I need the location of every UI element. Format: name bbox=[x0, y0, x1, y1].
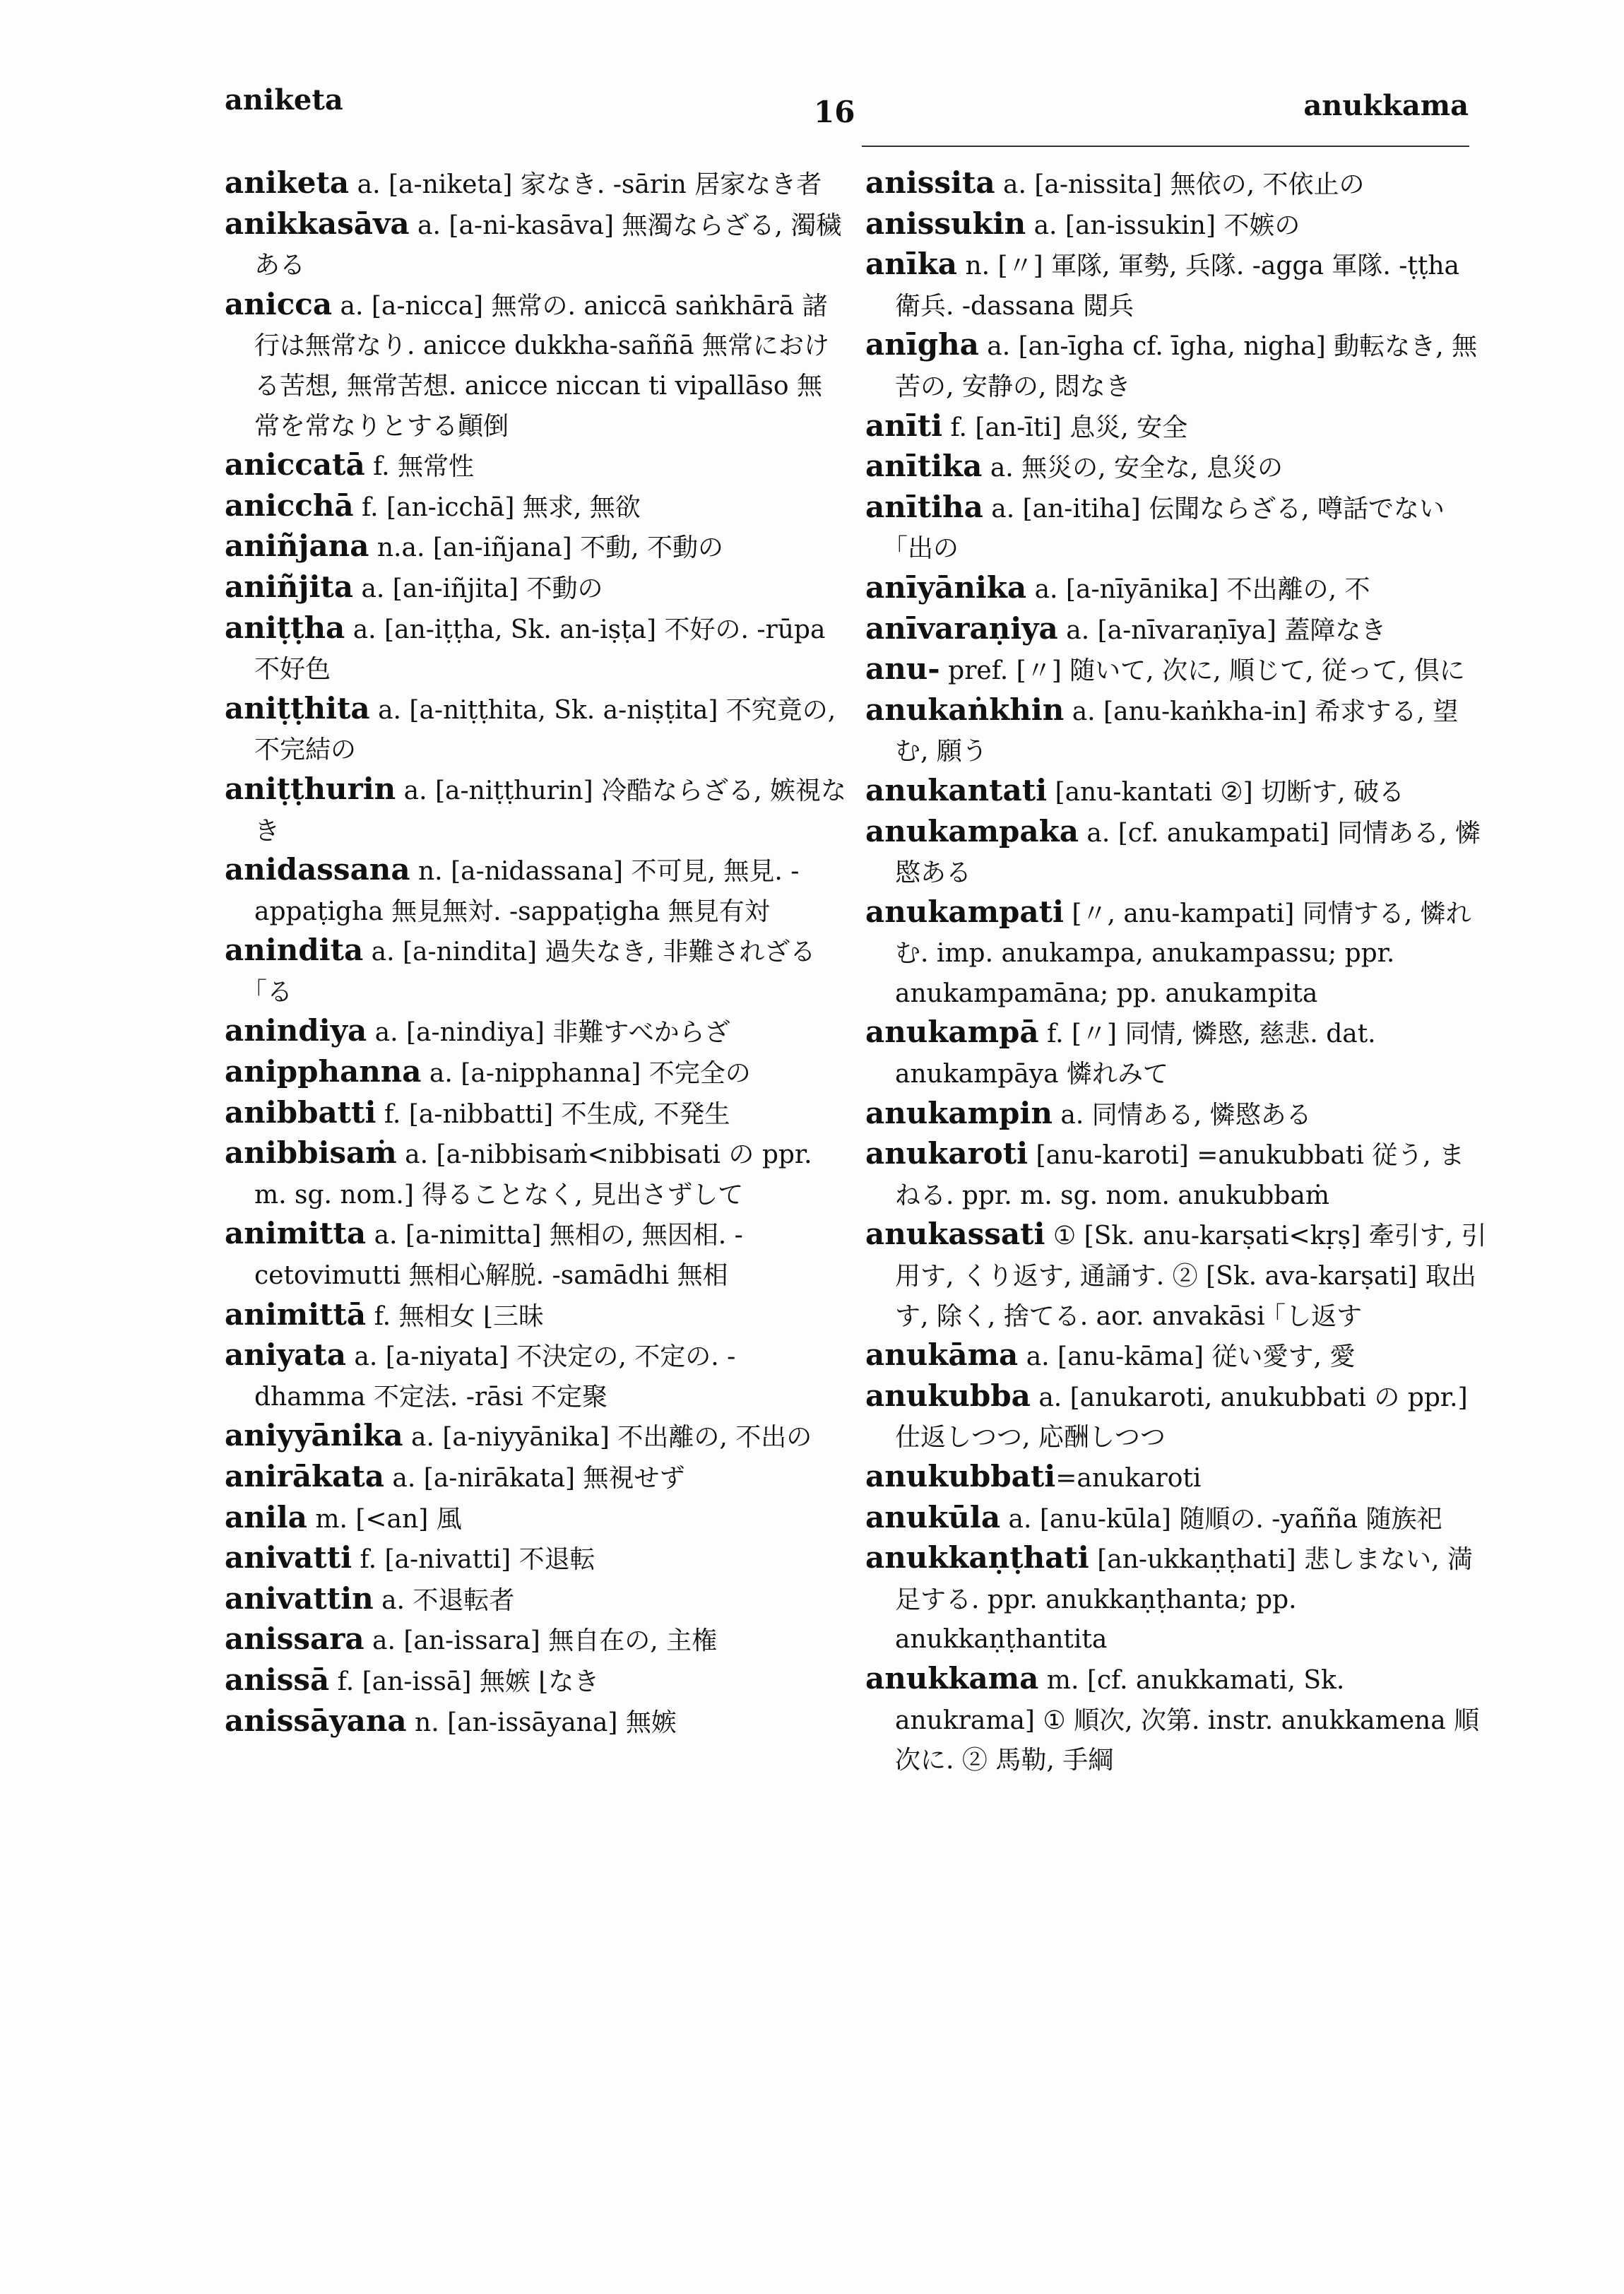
definition: a. [an-iñjita] 不動の bbox=[353, 574, 603, 603]
headword: anindiya bbox=[225, 1013, 367, 1048]
header-rule bbox=[862, 146, 1469, 147]
headword: anicca bbox=[225, 286, 333, 321]
headword: anukassati bbox=[865, 1217, 1045, 1252]
definition: a. [a-niketa] 家なき. -sārin 居家なき者 bbox=[349, 170, 822, 199]
definition: a. [an-iṭṭha, Sk. an-iṣṭa] 不好の. -rūpa 不好色 bbox=[254, 615, 826, 685]
definition: f. [〃] 同情, 憐愍, 慈悲. dat. anukampāya 憐れみて bbox=[895, 1019, 1376, 1089]
dictionary-entry bbox=[865, 1013, 1487, 1094]
dictionary-entry bbox=[865, 326, 1487, 406]
headword: aniṭṭhurin bbox=[225, 771, 396, 806]
headword: anu- bbox=[865, 651, 940, 687]
headword: anivatti bbox=[225, 1540, 352, 1575]
headword: anukūla bbox=[865, 1499, 1001, 1535]
definition: a. [cf. anukampati] 同情ある, 憐愍ある bbox=[895, 818, 1481, 888]
dictionary-entry bbox=[865, 893, 1487, 1014]
dictionary-entry bbox=[865, 1094, 1487, 1135]
dictionary-entry bbox=[225, 1296, 846, 1337]
definition: a. [an-issara] 無自在の, 主権 bbox=[364, 1626, 718, 1656]
headword: aniketa bbox=[225, 165, 350, 200]
dictionary-entry bbox=[865, 1135, 1487, 1215]
definition: n. [a-nidassana] 不可見, 無見. -appaṭigha 無見無対. -sappaṭigha 無見有対 bbox=[254, 857, 800, 926]
definition: a. [an-issukin] 不嫉の bbox=[1026, 211, 1300, 240]
dictionary-entry bbox=[225, 609, 846, 690]
definition: n. [〃] 軍隊, 軍勢, 兵隊. -agga 軍隊. -ṭṭha 衛兵. -dassana 閲兵 bbox=[895, 252, 1459, 321]
dictionary-entry bbox=[865, 488, 1487, 569]
definition: a. [a-niyyānika] 不出離の, 不出の bbox=[403, 1423, 812, 1453]
dictionary-entry bbox=[865, 771, 1487, 812]
dictionary-entry bbox=[225, 1458, 846, 1498]
definition: f. [an-issā] 無嫉 ⌊なき bbox=[329, 1667, 600, 1696]
dictionary-entry bbox=[225, 446, 846, 487]
headword: anītika bbox=[865, 449, 983, 484]
dictionary-entry bbox=[225, 770, 846, 851]
headword: anissita bbox=[865, 165, 995, 200]
dictionary-entry bbox=[865, 569, 1487, 610]
right-guide-word: anukkama bbox=[1303, 89, 1469, 122]
headword: anīka bbox=[865, 247, 958, 282]
definition: a. [a-nicca] 無常の. aniccā saṅkhārā 諸行は無常なり. anicce dukkha-saññā 無常における苦想, 無常苦想. anicce niccan ti vipallāso 無常を常なりとする顚倒 bbox=[254, 291, 830, 441]
dictionary-entry bbox=[225, 568, 846, 609]
dictionary-entry bbox=[225, 1580, 846, 1621]
definition: pref. [〃] 随いて, 次に, 順じて, 従って, 倶に bbox=[940, 656, 1465, 686]
definition: a. [a-nibbisaṁ<nibbisati の ppr. m. sg. nom.] 得ることなく, 見出さずして bbox=[254, 1140, 812, 1210]
headword: anīyānika bbox=[865, 569, 1027, 605]
dictionary-entry bbox=[865, 610, 1487, 651]
dictionary-entry bbox=[865, 1498, 1487, 1539]
headword: aniṭṭhita bbox=[225, 690, 370, 726]
dictionary-entry bbox=[865, 812, 1487, 893]
definition: n. [an-issāyana] 無嫉 bbox=[406, 1708, 677, 1737]
page-number: 16 bbox=[814, 95, 855, 129]
dictionary-entry bbox=[865, 1215, 1487, 1336]
definition: [anu-karoti] =anukubbati 従う, まねる. ppr. m. sg. nom. anukubbaṁ bbox=[895, 1141, 1465, 1210]
definition: a. [a-nindita] 過失なき, 非難されざる ｢る bbox=[254, 938, 816, 1007]
dictionary-entry bbox=[225, 1336, 846, 1417]
dictionary-entry bbox=[225, 1417, 846, 1458]
dictionary-entry bbox=[225, 487, 846, 528]
definition: a. 不退転者 bbox=[373, 1585, 515, 1615]
definition: f. [an-icchā] 無求, 無欲 bbox=[353, 492, 641, 522]
dictionary-entry bbox=[225, 1620, 846, 1661]
definition: f. [a-nibbatti] 不生成, 不発生 bbox=[376, 1099, 730, 1129]
left-column bbox=[225, 164, 846, 1742]
headword: anītiha bbox=[865, 489, 983, 524]
dictionary-entry bbox=[865, 407, 1487, 448]
definition: a. [a-nirākata] 無視せず bbox=[384, 1464, 685, 1493]
dictionary-entry bbox=[225, 1702, 846, 1743]
definition: a. [a-nissita] 無依の, 不依止の bbox=[995, 170, 1365, 199]
headword: anukāma bbox=[865, 1337, 1019, 1373]
dictionary-entry bbox=[865, 245, 1487, 326]
dictionary-entry bbox=[225, 931, 846, 1012]
headword: aniccatā bbox=[225, 447, 365, 483]
headword: anissāyana bbox=[225, 1703, 407, 1738]
definition: [an-ukkaṇṭhati] 悲しまない, 満足する. ppr. anukkaṇṭhanta; pp. anukkaṇṭhantita bbox=[895, 1545, 1473, 1655]
dictionary-entry bbox=[225, 851, 846, 931]
dictionary-entry bbox=[225, 1012, 846, 1053]
definition: m. [<an] 風 bbox=[307, 1504, 462, 1534]
headword: anipphanna bbox=[225, 1054, 422, 1089]
headword: aniñjana bbox=[225, 528, 369, 564]
dictionary-entry bbox=[225, 1539, 846, 1580]
headword: anukantati bbox=[865, 772, 1048, 808]
headword: anicchā bbox=[225, 487, 354, 523]
headword: anukampati bbox=[865, 894, 1064, 929]
headword: anissara bbox=[225, 1621, 364, 1657]
definition: a. [an-īgha cf. īgha, nigha] 動転なき, 無苦の, 安静の, 悶なき bbox=[895, 332, 1478, 401]
definition: a. [anu-kāma] 従い愛す, 愛 bbox=[1018, 1342, 1356, 1372]
headword: anukampā bbox=[865, 1015, 1039, 1050]
headword: aniñjita bbox=[225, 569, 354, 604]
definition: a. [anu-kūla] 随順の. -yañña 随族祀 bbox=[1000, 1504, 1442, 1534]
dictionary-entry bbox=[865, 650, 1487, 691]
dictionary-entry bbox=[225, 285, 846, 446]
headword: aniyyānika bbox=[225, 1418, 403, 1453]
dictionary-entry bbox=[225, 1094, 846, 1135]
dictionary-entry bbox=[225, 164, 846, 205]
dictionary-entry bbox=[865, 205, 1487, 246]
headword: anirākata bbox=[225, 1459, 384, 1494]
definition: a. [an-itiha] 伝聞ならざる, 噂話でない ｢出の bbox=[895, 494, 1445, 564]
definition: f. 無相女 ⌊三昧 bbox=[366, 1301, 544, 1331]
headword: anissā bbox=[225, 1662, 330, 1697]
definition: f. [a-nivatti] 不退転 bbox=[352, 1545, 595, 1575]
left-guide-word: aniketa bbox=[225, 83, 343, 117]
headword: anindita bbox=[225, 933, 364, 968]
headword: anukaroti bbox=[865, 1136, 1029, 1171]
definition: a. [a-nindiya] 非難すべからざ bbox=[367, 1018, 730, 1048]
definition: a. [anu-kaṅkha-in] 希求する, 望む, 願う bbox=[895, 697, 1459, 767]
headword: anukaṅkhin bbox=[865, 692, 1065, 727]
dictionary-entry bbox=[225, 1134, 846, 1214]
dictionary-entry bbox=[865, 1660, 1487, 1780]
headword: anukampaka bbox=[865, 813, 1079, 849]
headword: anīti bbox=[865, 408, 943, 443]
headword: aniṭṭha bbox=[225, 610, 345, 645]
headword: anibbisaṁ bbox=[225, 1135, 397, 1171]
headword: anikkasāva bbox=[225, 206, 410, 241]
definition: a. [a-nīvaraṇīya] 蓋障なき bbox=[1057, 615, 1387, 645]
definition: =anukaroti bbox=[1055, 1464, 1202, 1493]
definition: f. [an-īti] 息災, 安全 bbox=[942, 413, 1188, 442]
headword: anissukin bbox=[865, 206, 1026, 241]
definition: a. [anukaroti, anukubbati の ppr.] 仕返しつつ, 応酬しつつ bbox=[895, 1383, 1468, 1453]
definition: a. [a-niyata] 不決定の, 不定の. -dhamma 不定法. -rāsi 不定聚 bbox=[254, 1342, 736, 1412]
dictionary-entry bbox=[865, 1539, 1487, 1660]
definition: a. [a-nimitta] 無相の, 無因相. -cetovimutti 無相心解脱. -samādhi 無相 bbox=[254, 1221, 743, 1291]
dictionary-entry bbox=[225, 1498, 846, 1539]
dictionary-entry bbox=[225, 205, 846, 285]
dictionary-entry bbox=[865, 447, 1487, 488]
definition: a. 無災の, 安全な, 息災の bbox=[982, 454, 1283, 483]
dictionary-entry bbox=[225, 1661, 846, 1702]
definition: a. [a-niṭṭhurin] 冷酷ならざる, 嫉視なき bbox=[254, 776, 846, 846]
definition: m. [cf. anukkamati, Sk. anukrama] ① 順次, 次第. instr. anukkamena 順次に. ② 馬勒, 手綱 bbox=[895, 1665, 1480, 1775]
dictionary-entry bbox=[225, 690, 846, 770]
headword: anidassana bbox=[225, 852, 410, 887]
headword: anukkaṇṭhati bbox=[865, 1540, 1089, 1575]
definition: a. [a-niṭṭhita, Sk. a-niṣṭita] 不究竟の, 不完結の bbox=[254, 695, 836, 765]
definition: ① [Sk. anu-karṣati<kṛṣ] 牽引す, 引用す, くり返す, 通誦す. ② [Sk. ava-karṣati] 取出す, 除く, 捨てる. aor. anvakāsi ｢し返す bbox=[895, 1222, 1487, 1331]
dictionary-entry bbox=[865, 1458, 1487, 1498]
dictionary-entry bbox=[225, 1053, 846, 1094]
headword: anila bbox=[225, 1499, 307, 1535]
dictionary-entry bbox=[865, 691, 1487, 771]
headword: anīvaraṇiya bbox=[865, 610, 1058, 646]
headword: anibbatti bbox=[225, 1094, 377, 1130]
headword: anukubba bbox=[865, 1378, 1031, 1413]
headword: anukampin bbox=[865, 1095, 1053, 1130]
right-column bbox=[865, 164, 1487, 1780]
definition: a. [a-nipphanna] 不完全の bbox=[421, 1059, 751, 1089]
headword: anīgha bbox=[865, 327, 979, 362]
definition: [〃, anu-kampati] 同情する, 憐れむ. imp. anukampa, anukampassu; ppr. anukampamāna; pp. anukampita bbox=[895, 899, 1471, 1008]
definition: [anu-kantati ②] 切断す, 破る bbox=[1047, 777, 1405, 807]
headword: animittā bbox=[225, 1296, 367, 1332]
headword: aniyata bbox=[225, 1337, 346, 1373]
headword: anukubbati bbox=[865, 1459, 1056, 1494]
definition: n.a. [an-iñjana] 不動, 不動の bbox=[369, 533, 724, 563]
definition: a. [a-ni-kasāva] 無濁ならざる, 濁穢ある bbox=[254, 211, 842, 280]
definition: f. 無常性 bbox=[364, 452, 475, 482]
dictionary-entry bbox=[865, 1377, 1487, 1458]
headword: anukkama bbox=[865, 1660, 1039, 1696]
headword: anivattin bbox=[225, 1580, 374, 1616]
dictionary-entry bbox=[225, 1214, 846, 1295]
definition: a. 同情ある, 憐愍ある bbox=[1052, 1100, 1312, 1130]
dictionary-entry bbox=[865, 1336, 1487, 1377]
headword: animitta bbox=[225, 1216, 367, 1251]
dictionary-entry bbox=[225, 527, 846, 568]
dictionary-entry bbox=[865, 164, 1487, 205]
definition: a. [a-nīyānika] 不出離の, 不 bbox=[1026, 574, 1370, 604]
